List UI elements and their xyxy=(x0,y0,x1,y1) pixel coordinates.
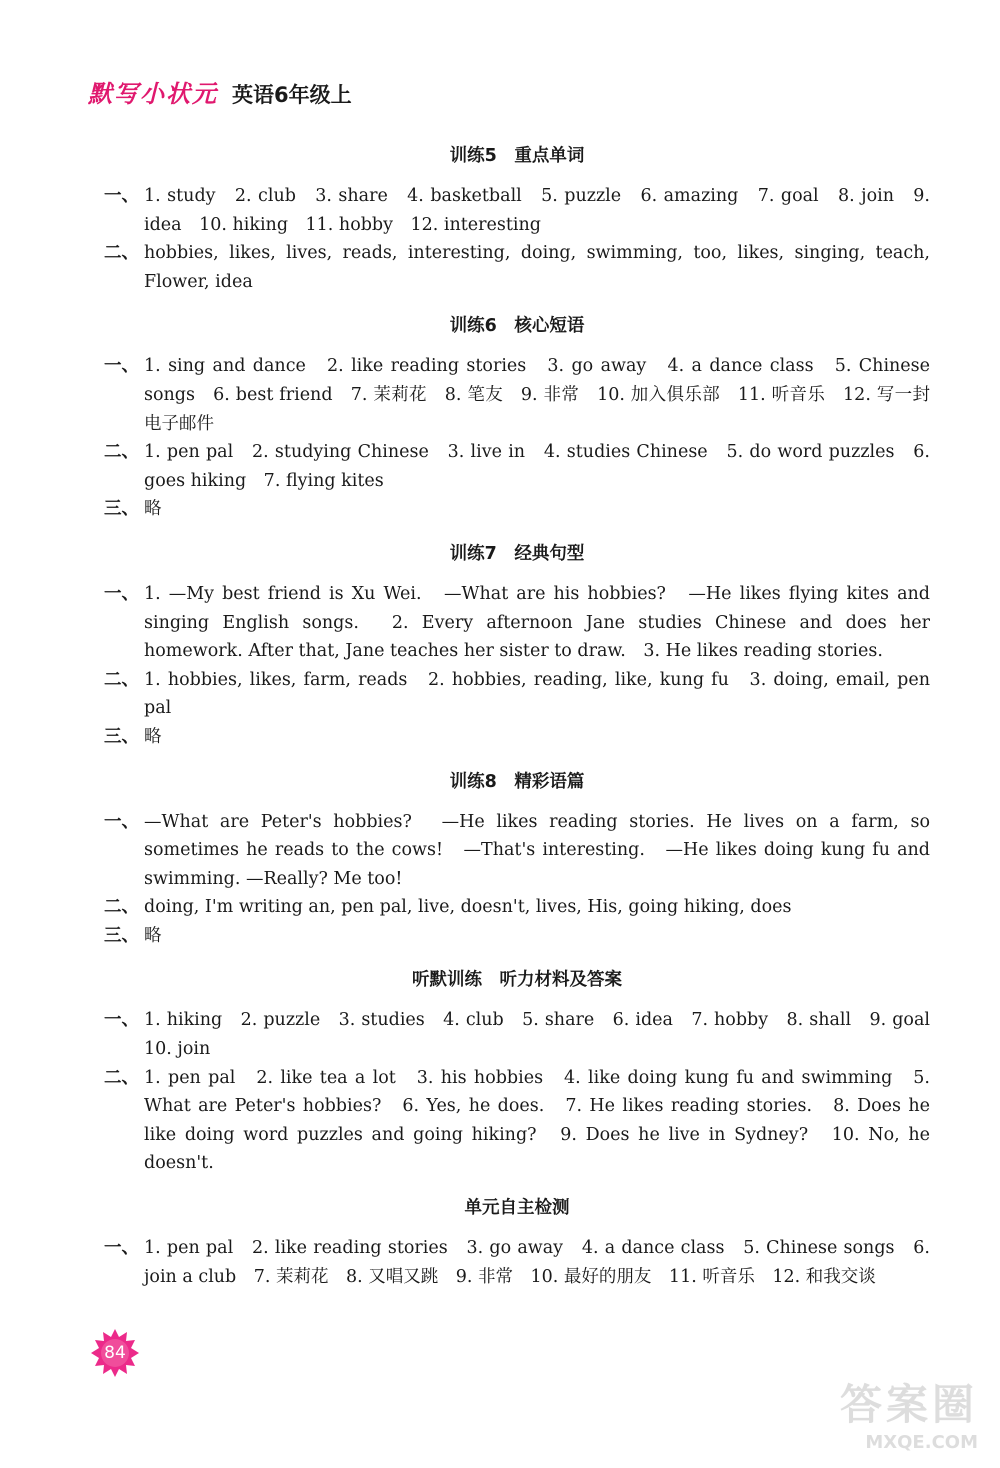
item-marker: 二、 xyxy=(104,1067,139,1088)
item-text: —What are Peter's hobbies? —He likes reading stories. He lives on a farm, so sometimes he reads to the cows! —That's interesting. —He likes doing kung fu and swimming. —Really? Me too! xyxy=(144,811,930,889)
item-marker: 三、 xyxy=(104,726,139,747)
item-text: hobbies, likes, lives, reads, interesting, doing, swimming, too, likes, singing, teach, Flower, idea xyxy=(144,243,930,292)
answer-item xyxy=(104,352,930,438)
answer-item xyxy=(104,808,930,894)
section-training-7 xyxy=(104,540,930,752)
answer-item xyxy=(104,580,930,666)
answer-item xyxy=(104,666,930,723)
answer-item xyxy=(104,182,930,239)
section-title: 训练8 精彩语篇 xyxy=(449,771,585,792)
answer-item xyxy=(104,1006,948,1063)
answer-item xyxy=(104,438,930,495)
watermark-url: MXQE.COM xyxy=(865,1432,978,1453)
section-listening-training xyxy=(104,966,948,1178)
section-title: 训练7 经典句型 xyxy=(449,543,585,564)
item-marker: 三、 xyxy=(104,499,139,520)
item-text: 1. study 2. club 3. share 4. basketball 5. puzzle 6. amazing 7. goal 8. join 9. idea 10. hiking 11. hobby 12. interesting xyxy=(144,186,930,235)
answer-item xyxy=(104,922,930,951)
item-marker: 一、 xyxy=(104,811,139,832)
item-text: 1. pen pal 2. like tea a lot 3. his hobbies 4. like doing kung fu and swimming 5. What are Peter's hobbies? 6. Yes, he does. 7. He likes reading stories. 8. Does he like doing word puzzles and going hiking? 9. Does he live in Sydney? 10. No, he doesn't. xyxy=(144,1067,930,1174)
item-marker: 三、 xyxy=(104,925,139,946)
item-marker: 一、 xyxy=(104,1010,139,1031)
section-training-5 xyxy=(104,142,930,296)
section-training-6 xyxy=(104,312,930,524)
item-text: 1. pen pal 2. studying Chinese 3. live in 4. studies Chinese 5. do word puzzles 6. goes hiking 7. flying kites xyxy=(144,442,930,491)
item-marker: 二、 xyxy=(104,442,139,463)
item-marker: 二、 xyxy=(104,669,139,690)
item-marker: 二、 xyxy=(104,897,139,918)
section-title: 听默训练 听力材料及答案 xyxy=(412,970,622,991)
item-text: 略 xyxy=(144,499,162,520)
section-training-8 xyxy=(104,768,930,951)
answer-item xyxy=(104,1064,930,1178)
answer-item xyxy=(104,893,930,922)
item-marker: 一、 xyxy=(104,583,139,604)
item-text: 1. sing and dance 2. like reading stories 3. go away 4. a dance class 5. Chinese songs 6. best friend 7. 茉莉花 8. 笔友 9. 非常 10. 加入俱乐部 11. 听音乐 12. 写一封电子邮件 xyxy=(144,356,930,434)
page-header xyxy=(88,74,352,109)
item-marker: 一、 xyxy=(104,1238,139,1259)
item-text: 略 xyxy=(144,925,162,946)
book-brand: 默写小状元 xyxy=(88,80,218,108)
item-marker: 一、 xyxy=(104,356,139,377)
watermark-text: 答案圈 xyxy=(839,1380,978,1429)
item-text: doing, I'm writing an, pen pal, live, doesn't, lives, His, going hiking, does xyxy=(144,897,792,918)
item-text: 1. pen pal 2. like reading stories 3. go away 4. a dance class 5. Chinese songs 6. join a club 7. 茉莉花 8. 又唱又跳 9. 非常 10. 最好的朋友 11. 听音乐 12. 和我交谈 xyxy=(144,1238,930,1287)
item-marker: 二、 xyxy=(104,243,139,264)
item-text: 1. hiking 2. puzzle 3. studies 4. club 5. share 6. idea 7. hobby 8. shall 9. goal 10. join xyxy=(144,1010,948,1060)
section-unit-self-test xyxy=(104,1194,930,1291)
section-title: 单元自主检测 xyxy=(464,1198,570,1219)
answer-item xyxy=(104,495,930,524)
section-title: 训练6 核心短语 xyxy=(449,316,585,337)
answer-content xyxy=(104,142,948,1307)
watermark-logo xyxy=(818,1372,978,1460)
answer-item xyxy=(104,723,930,752)
item-text: 1. —My best friend is Xu Wei. —What are his hobbies? —He likes flying kites and singing English songs. 2. Every afternoon Jane studies Chinese and does her homework. After that, Jane teaches her sister to draw. 3. He likes reading stories. xyxy=(144,583,930,662)
answer-item xyxy=(104,239,930,296)
answer-item xyxy=(104,1234,930,1291)
item-text: 略 xyxy=(144,726,162,747)
book-subtitle: 英语6年级上 xyxy=(232,83,352,107)
item-text: 1. hobbies, likes, farm, reads 2. hobbies, reading, like, kung fu 3. doing, email, pen pal xyxy=(144,669,930,719)
page-number: 84 xyxy=(104,1343,126,1363)
item-marker: 一、 xyxy=(104,186,139,206)
section-title: 训练5 重点单词 xyxy=(449,146,585,166)
